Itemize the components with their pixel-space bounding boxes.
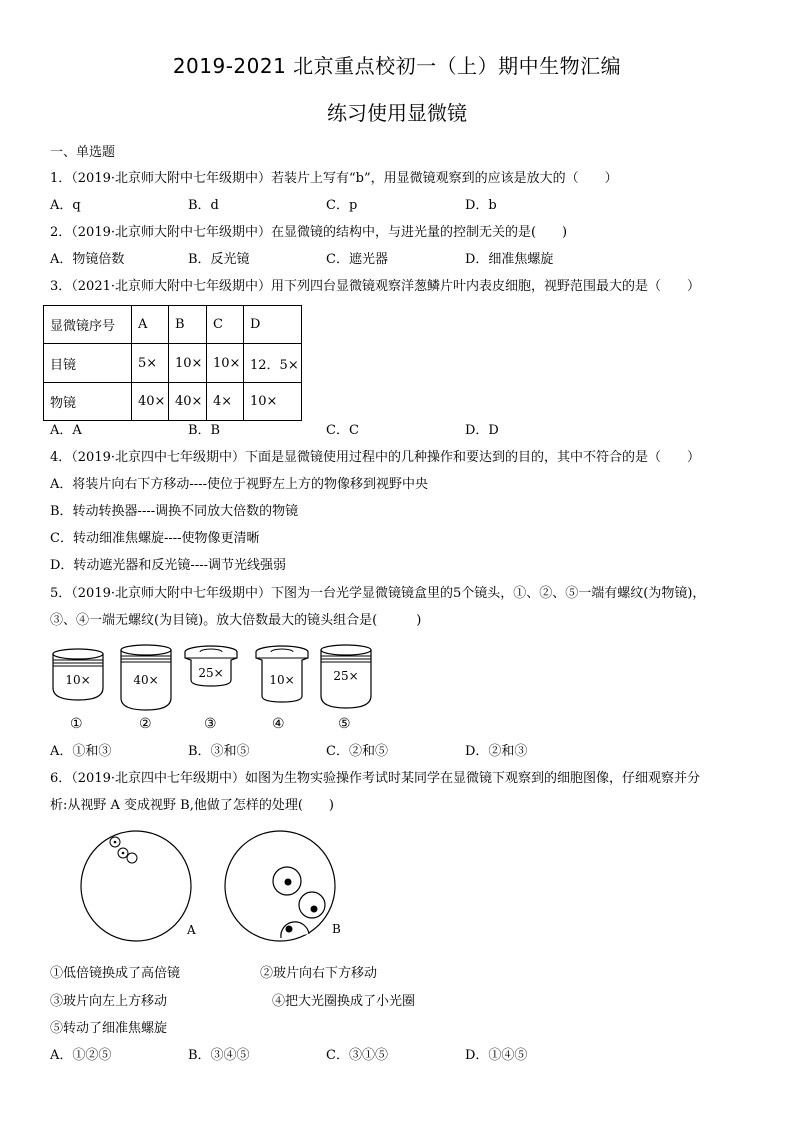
lens-magnification: 10×	[65, 673, 91, 687]
option-a[interactable]: A．物镜倍数	[50, 252, 125, 267]
option-b[interactable]: B．B	[188, 423, 221, 438]
table-cell: 10×	[169, 344, 207, 383]
question-3-stem: 3．（2021·北京师大附中七年级期中）用下列四台显微镜观察洋葱鳞片叶内表皮细胞，视野范围最大的是（ ）	[50, 279, 700, 294]
statement-1: ①低倍镜换成了高倍镜	[50, 966, 181, 981]
table-cell: A	[132, 306, 169, 344]
lens-label: ④	[272, 716, 285, 732]
option-b[interactable]: B．③和⑤	[188, 744, 250, 759]
cell-icon	[299, 892, 325, 918]
table-cell: D	[244, 306, 302, 344]
field-a-label: A	[187, 923, 196, 937]
option-c[interactable]: C．②和⑤	[326, 744, 388, 759]
lens-magnification: 25×	[198, 666, 224, 680]
statement-4: ④把大光圈换成了小光圈	[272, 994, 416, 1009]
section-heading: 一、单选题	[50, 145, 116, 160]
table-cell: C	[207, 306, 244, 344]
option-b[interactable]: B．反光镜	[188, 252, 250, 267]
table-cell: 4×	[207, 383, 244, 421]
option-d[interactable]: D．①④⑤	[465, 1048, 528, 1063]
lens-magnification: 10×	[269, 673, 295, 687]
option-d[interactable]: D．细准焦螺旋	[465, 252, 554, 267]
page-subtitle: 练习使用显微镜	[327, 101, 467, 125]
table-cell: B	[169, 306, 207, 344]
option-a[interactable]: A．q	[50, 198, 81, 213]
option-a[interactable]: A．将装片向右下方移动----使位于视野左上方的物像移到视野中央	[50, 477, 428, 492]
table-cell: 40×	[132, 383, 169, 421]
table-cell: 40×	[169, 383, 207, 421]
question-5-stem-line1: 5．（2019·北京师大附中七年级期中）下图为一台光学显微镜镜盒里的5个镜头，①、②、⑤一端有螺纹(为物镜)，	[50, 586, 706, 601]
question-2-stem: 2．（2019·北京师大附中七年级期中）在显微镜的结构中，与进光量的控制无关的是( )	[50, 225, 568, 240]
option-d[interactable]: D．转动遮光器和反光镜----调节光线强弱	[50, 558, 286, 573]
objective-lens-icon	[50, 640, 106, 706]
eyepiece-lens-icon	[183, 640, 239, 690]
table-cell: 5×	[132, 344, 169, 383]
table-cell: 目镜	[44, 344, 132, 383]
option-c[interactable]: C．③①⑤	[326, 1048, 388, 1063]
option-b[interactable]: B．③④⑤	[188, 1048, 250, 1063]
option-a[interactable]: A．A	[50, 423, 82, 438]
lens-magnification: 25×	[333, 669, 359, 683]
option-b[interactable]: B．d	[188, 198, 219, 213]
objective-lens-icon	[117, 640, 175, 714]
field-a-circle	[81, 831, 191, 941]
statement-2: ②玻片向右下方移动	[260, 966, 378, 981]
option-c[interactable]: C．C	[326, 423, 359, 438]
lens-label: ③	[204, 716, 217, 732]
lens-label: ①	[70, 716, 83, 732]
option-d[interactable]: D．②和③	[465, 744, 528, 759]
table-cell: 10×	[207, 344, 244, 383]
question-5-stem-line2: ③、④一端无螺纹(为目镜)。放大倍数最大的镜头组合是( )	[50, 613, 422, 628]
table-cell: 10×	[244, 383, 302, 421]
objective-lens-icon	[318, 640, 374, 712]
question-6-stem-line2: 析:从视野 A 变成视野 B,他做了怎样的处理( )	[50, 798, 334, 813]
question-6-stem-line1: 6．（2019·北京四中七年级期中）如图为生物实验操作考试时某同学在显微镜下观察到的细胞图像，仔细观察并分	[50, 771, 700, 786]
option-c[interactable]: C．转动细准焦螺旋----使物像更清晰	[50, 531, 260, 546]
question-4-stem: 4．（2019·北京四中七年级期中）下面是显微镜使用过程中的几种操作和要达到的目的，其中不符合的是（ ）	[50, 450, 700, 465]
table-cell: 物镜	[44, 383, 132, 421]
table-cell: 12．5×	[244, 344, 302, 383]
microscope-table	[43, 305, 302, 421]
question-1-stem: 1．（2019·北京师大附中七年级期中）若装片上写有“b”，用显微镜观察到的应该是放大的（ ）	[50, 171, 618, 186]
field-b-label: B	[332, 922, 341, 936]
table-cell: 显微镜序号	[44, 306, 132, 344]
option-d[interactable]: D．b	[465, 198, 497, 213]
option-a[interactable]: A．①②⑤	[50, 1048, 112, 1063]
lens-label: ②	[139, 716, 152, 732]
lens-magnification: 40×	[133, 673, 159, 687]
eyepiece-lens-icon	[254, 640, 310, 706]
option-a[interactable]: A．①和③	[50, 744, 112, 759]
option-c[interactable]: C．p	[326, 198, 358, 213]
microscope-fields-diagram	[78, 826, 358, 944]
statement-3: ③玻片向左上方移动	[50, 994, 168, 1009]
option-c[interactable]: C．遮光器	[326, 252, 388, 267]
option-b[interactable]: B．转动转换器----调换不同放大倍数的物镜	[50, 504, 299, 519]
lens-label: ⑤	[338, 716, 351, 732]
option-d[interactable]: D．D	[465, 423, 499, 438]
page-title: 2019-2021 北京重点校初一（上）期中生物汇编	[172, 54, 622, 78]
cell-icon	[127, 853, 137, 863]
statement-5: ⑤转动了细准焦螺旋	[50, 1021, 168, 1036]
